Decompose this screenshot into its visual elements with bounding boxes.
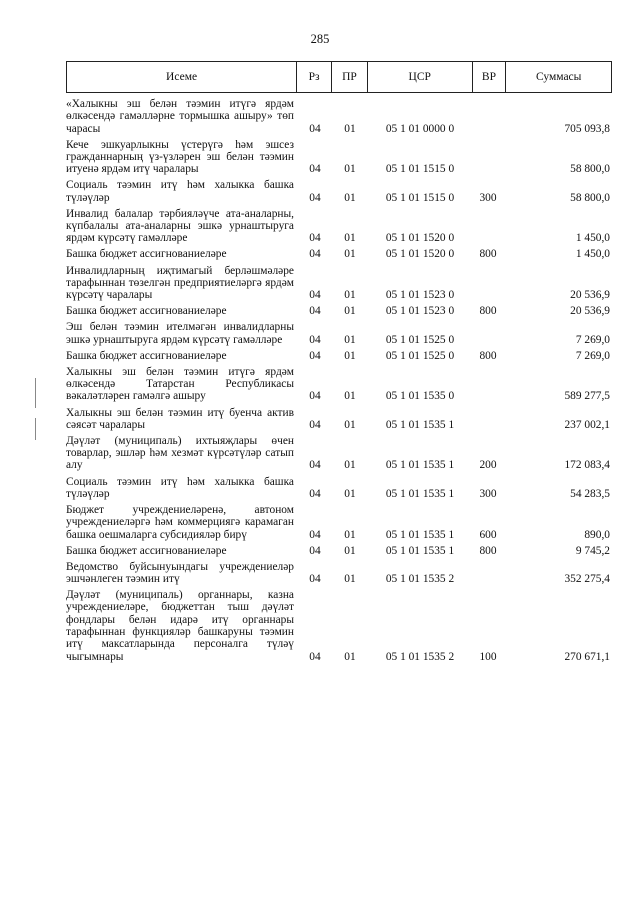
row-rz: 04 [309, 163, 321, 176]
row-name: Социаль тәэмин итү һәм халыкка башка түләүләр [66, 179, 294, 204]
row-name: Башка бюджет ассигнованиеләре [66, 544, 227, 557]
row-csr: 05 1 01 1525 0 [385, 349, 455, 362]
row-name: Эш белән тәэмин ителмәгән инвалидларны эшкә урнаштыруга ярдәм күрсәтү гамәлләре [66, 321, 294, 346]
row-sum: 58 800,0 [570, 163, 610, 176]
row-csr: 05 1 01 1525 0 [385, 333, 455, 346]
table-row [66, 179, 612, 204]
row-pr: 01 [344, 544, 356, 557]
row-pr: 01 [344, 573, 356, 586]
row-pr: 01 [344, 333, 356, 346]
row-rz: 04 [309, 459, 321, 472]
row-pr: 01 [344, 528, 356, 541]
row-rz: 04 [309, 528, 321, 541]
row-rz: 04 [309, 232, 321, 245]
row-sum: 172 083,4 [564, 459, 610, 472]
table-row [66, 366, 612, 403]
row-name: Ведомство буйсынуындагы учреждениеләр эшчәнлеген тәэмин итү [66, 560, 294, 586]
row-csr: 05 1 01 1523 0 [385, 289, 455, 302]
table-header [66, 61, 612, 93]
row-pr: 01 [344, 487, 356, 500]
table-row [66, 305, 612, 317]
row-rz: 04 [309, 573, 321, 586]
row-sum: 589 277,5 [564, 390, 610, 403]
row-rz: 04 [309, 418, 321, 431]
row-name: Дәүләт (муниципаль) ихтыяҗлары өчен товарлар, эшләр һәм хезмәт күрсәтүләр сатып алу [66, 434, 294, 472]
row-name: Халыкны эш белән тәэмин итү буенча актив сәясәт чаралары [66, 406, 294, 431]
row-name: Бюджет учреждениеләренә, автоном учреждениеләргә һәм коммерциягә карамаган башка оешмаларга субсидияләр бирү [66, 503, 294, 541]
row-name: Дәүләт (муниципаль) органнары, казна учреждениеләре, бюджеттан тыш дәүләт фондлары белән идарә итү органнары тарафыннан функцияләр башкаруны тәэмин итү максатларында персоналга түләү чыгымнары [66, 589, 294, 663]
row-rz: 04 [309, 487, 321, 500]
row-pr: 01 [344, 122, 356, 135]
table-row [66, 561, 612, 586]
row-csr: 05 1 01 1535 1 [385, 418, 455, 431]
row-csr: 05 1 01 1535 1 [385, 528, 455, 541]
row-pr: 01 [344, 248, 356, 261]
row-sum: 20 536,9 [570, 305, 610, 318]
row-csr: 05 1 01 1515 0 [385, 163, 455, 176]
table-row [66, 407, 612, 432]
table-row [66, 139, 612, 176]
row-sum: 705 093,8 [564, 122, 610, 135]
row-csr: 05 1 01 1535 1 [385, 459, 455, 472]
table-row [66, 208, 612, 245]
table-row [66, 504, 612, 541]
row-vr: 800 [479, 305, 497, 318]
row-rz: 04 [309, 191, 321, 204]
row-pr: 01 [344, 650, 356, 663]
row-vr: 200 [479, 459, 497, 472]
header-pr: ПР [331, 62, 367, 92]
table-row [66, 321, 612, 346]
row-sum: 1 450,0 [575, 232, 610, 245]
row-csr: 05 1 01 1535 2 [385, 573, 455, 586]
row-sum: 352 275,4 [564, 573, 610, 586]
row-vr: 100 [479, 650, 497, 663]
row-name: Инвалид балалар тәрбияләүче ата-аналарны, күпбалалы ата-аналарны эшкә урнаштыруга ярдәм күрсәтү гамәлләре [66, 207, 294, 245]
row-pr: 01 [344, 191, 356, 204]
table-row [66, 265, 612, 302]
row-rz: 04 [309, 333, 321, 346]
row-csr: 05 1 01 1520 0 [385, 232, 455, 245]
row-sum: 7 269,0 [575, 349, 610, 362]
row-sum: 7 269,0 [575, 333, 610, 346]
header-sum: Суммасы [505, 62, 611, 92]
table-row [66, 476, 612, 501]
margin-scan-mark [35, 418, 36, 440]
row-csr: 05 1 01 1535 2 [385, 650, 455, 663]
row-name: Инвалидларның иҗтимагый берләшмәләре тарафыннан төзелгән предприятиеләргә ярдәм күрсәтү чаралары [66, 264, 294, 302]
row-name: Социаль тәэмин итү һәм халыкка башка түләүләр [66, 475, 294, 500]
row-pr: 01 [344, 163, 356, 176]
row-name: Башка бюджет ассигнованиеләре [66, 248, 227, 261]
row-vr: 600 [479, 528, 497, 541]
row-name: Халыкны эш белән тәэмин итүгә ярдәм өлкәсендә Татарстан Республикасы вәкаләтләрен гамәлгә ашыру [66, 365, 294, 403]
row-sum: 58 800,0 [570, 191, 610, 204]
table-row [66, 98, 612, 135]
row-csr: 05 1 01 1523 0 [385, 305, 455, 318]
table-body [66, 98, 612, 667]
row-rz: 04 [309, 650, 321, 663]
header-vr: ВР [472, 62, 506, 92]
row-pr: 01 [344, 390, 356, 403]
row-sum: 270 671,1 [564, 650, 610, 663]
row-pr: 01 [344, 418, 356, 431]
row-csr: 05 1 01 1535 1 [385, 544, 455, 557]
row-pr: 01 [344, 305, 356, 318]
row-vr: 300 [479, 487, 497, 500]
row-sum: 1 450,0 [575, 248, 610, 261]
header-rz: Рз [296, 62, 331, 92]
row-csr: 05 1 01 1520 0 [385, 248, 455, 261]
row-rz: 04 [309, 544, 321, 557]
table-row [66, 350, 612, 362]
row-vr: 300 [479, 191, 497, 204]
row-sum: 237 002,1 [564, 418, 610, 431]
table-row [66, 435, 612, 472]
table-row [66, 545, 612, 557]
row-csr: 05 1 01 1515 0 [385, 191, 455, 204]
row-name: «Халыкны эш белән тәэмин итүгә ярдәм өлкәсендә гамәлләрне тормышка ашыру» төп чарасы [66, 98, 294, 135]
row-name: Башка бюджет ассигнованиеләре [66, 305, 227, 318]
row-name: Кече эшкуарлыкны үстерүгә һәм эшсез гражданнарның үз-үзләрен эш белән тәэмин итуенә ярдәм итү чаралары [66, 138, 294, 176]
row-rz: 04 [309, 122, 321, 135]
row-csr: 05 1 01 1535 0 [385, 390, 455, 403]
row-name: Башка бюджет ассигнованиеләре [66, 349, 227, 362]
row-sum: 20 536,9 [570, 289, 610, 302]
page-number: 285 [310, 32, 330, 46]
row-vr: 800 [479, 349, 497, 362]
row-rz: 04 [309, 305, 321, 318]
row-csr: 05 1 01 0000 0 [385, 122, 455, 135]
row-rz: 04 [309, 248, 321, 261]
row-rz: 04 [309, 390, 321, 403]
row-sum: 9 745,2 [575, 544, 610, 557]
row-rz: 04 [309, 349, 321, 362]
row-sum: 890,0 [584, 528, 610, 541]
row-sum: 54 283,5 [570, 487, 610, 500]
header-name: Исеме [166, 71, 198, 83]
row-vr: 800 [479, 544, 497, 557]
row-rz: 04 [309, 289, 321, 302]
row-csr: 05 1 01 1535 1 [385, 487, 455, 500]
row-pr: 01 [344, 459, 356, 472]
table-row [66, 589, 612, 663]
header-csr: ЦСР [367, 62, 472, 92]
row-pr: 01 [344, 289, 356, 302]
row-vr: 800 [479, 248, 497, 261]
table-row [66, 248, 612, 260]
row-pr: 01 [344, 349, 356, 362]
row-pr: 01 [344, 232, 356, 245]
margin-scan-mark [35, 378, 36, 408]
